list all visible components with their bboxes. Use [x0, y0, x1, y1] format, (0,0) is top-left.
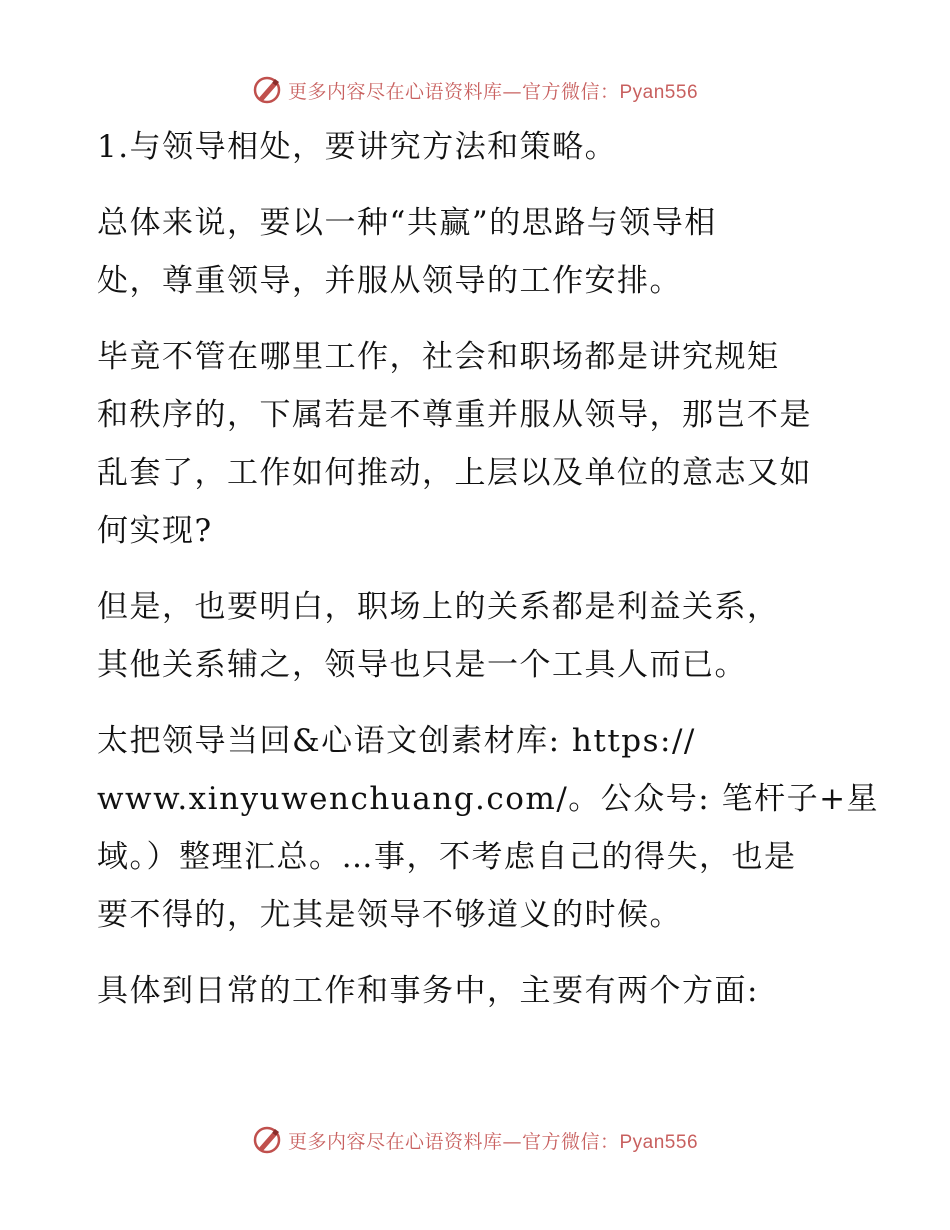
paragraph-line: 1.与领导相处，要讲究方法和策略。 [97, 129, 618, 165]
header-wechat-id: Pyan556 [619, 81, 699, 103]
paragraph-line: 总体来说，要以一种“共赢”的思路与领导相 [97, 205, 717, 241]
paragraph-2 [97, 194, 857, 310]
paragraph-line: 要不得的，尤其是领导不够道义的时候。 [97, 897, 682, 933]
paragraph-line: 毕竟不管在哪里工作，社会和职场都是讲究规矩 [97, 339, 780, 375]
paragraph-line: 但是，也要明白，职场上的关系都是利益关系， [97, 589, 780, 625]
paragraph-line: 太把领导当回&心语文创素材库: https:// [97, 723, 696, 759]
paragraph-5 [97, 712, 880, 944]
footer-banner [0, 1120, 950, 1160]
paragraph-line: 何实现? [97, 513, 213, 549]
header-banner [0, 70, 950, 110]
paragraph-line: 其他关系辅之，领导也只是一个工具人而已。 [97, 647, 747, 683]
header-banner-text: 更多内容尽在心语资料库—官方微信：Pyan556 [287, 80, 699, 103]
pen-logo-icon [252, 1125, 282, 1155]
paragraph-line: 乱套了，工作如何推动，上层以及单位的意志又如 [97, 455, 812, 491]
paragraph-3 [97, 328, 857, 560]
paragraph-1 [97, 118, 857, 176]
paragraph-6 [97, 962, 857, 1020]
paragraph-4 [97, 578, 857, 694]
paragraph-line: 具体到日常的工作和事务中，主要有两个方面: [97, 973, 759, 1009]
paragraph-line: 域。）整理汇总。…事，不考虑自己的得失，也是 [97, 839, 797, 875]
paragraph-line: www.xinyuwenchuang.com/。公众号: 笔杆子+星 [97, 781, 880, 817]
footer-banner-text: 更多内容尽在心语资料库—官方微信：Pyan556 [287, 1130, 699, 1153]
pen-logo-icon [252, 75, 282, 105]
document-body [97, 118, 880, 1038]
paragraph-line: 和秩序的，下属若是不尊重并服从领导，那岂不是 [97, 397, 812, 433]
paragraph-line: 处，尊重领导，并服从领导的工作安排。 [97, 263, 682, 299]
footer-wechat-id: Pyan556 [619, 1131, 699, 1153]
